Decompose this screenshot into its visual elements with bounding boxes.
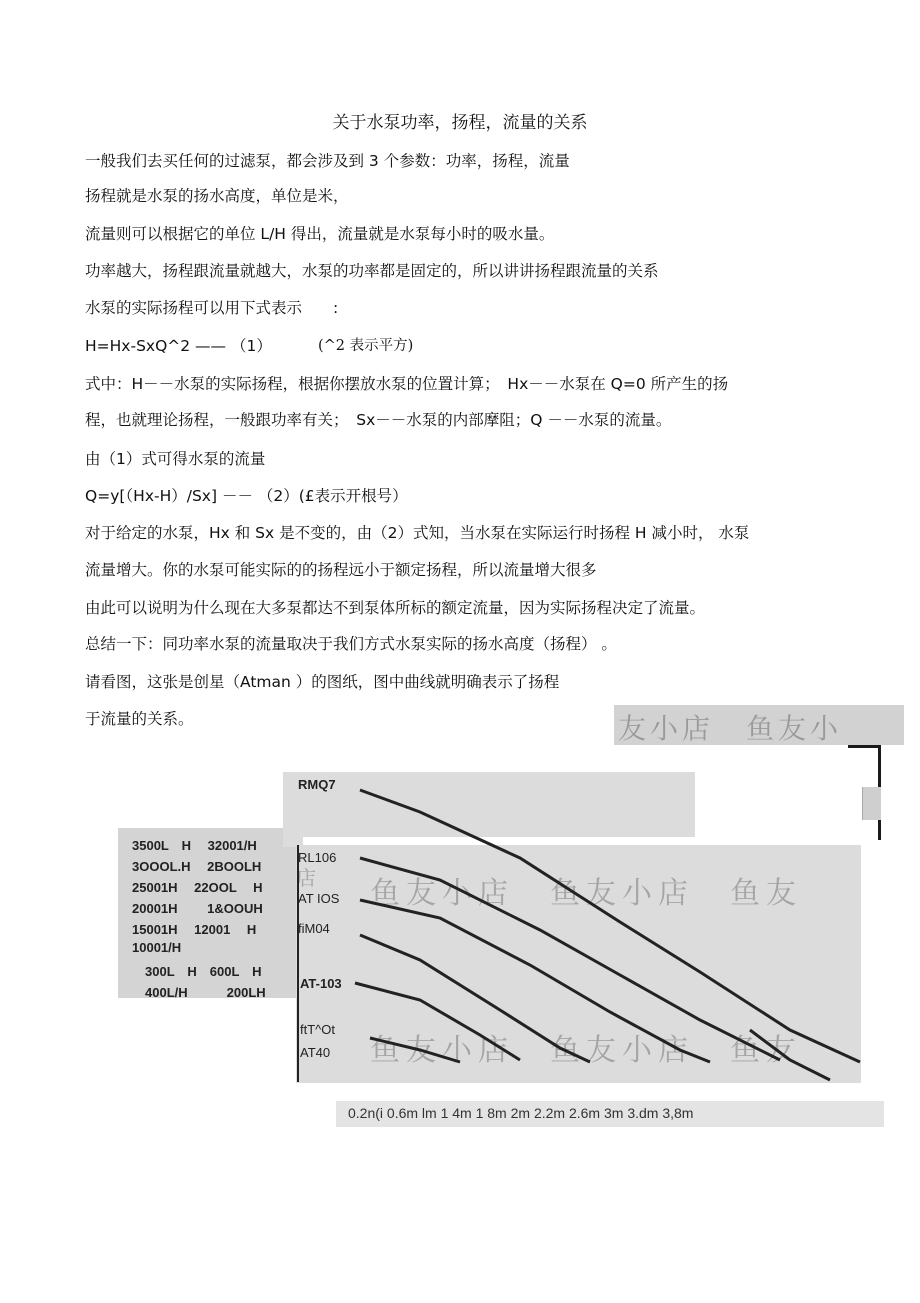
paragraph: 于流量的关系。 [85, 710, 194, 728]
legend-row: 400L/H 200LH [132, 985, 266, 1000]
curve-at103 [355, 983, 520, 1060]
x-axis-labels: 0.2n(i 0.6m lm 1 4m 1 8m 2m 2.2m 2.6m 3m 3.dm 3,8m [348, 1105, 694, 1121]
paragraph: 扬程就是水泵的扬水高度，单位是米， [85, 187, 349, 205]
legend-row: 20001H 1&OOUH [132, 901, 263, 916]
curve-tail [750, 1030, 830, 1080]
legend-row: 15001H 12001 H [132, 922, 257, 937]
paragraph: 由（1）式可得水泵的流量 [85, 450, 266, 468]
paragraph: 总结一下：同功率水泵的流量取决于我们方式水泵实际的扬水高度（扬程） 。 [85, 635, 617, 653]
watermark-text: 鱼友小店 鱼友小店 鱼友 [370, 1033, 802, 1068]
paragraph: 水泵的实际扬程可以用下式表示 : [85, 299, 339, 317]
paragraph: 由此可以说明为什么现在大多泵都达不到泵体所标的额定流量，因为实际扬程决定了流量。 [85, 599, 706, 617]
legend-row: 25001H 22OOL H [132, 880, 263, 895]
paragraph: 功率越大，扬程跟流量就越大，水泵的功率都是固定的，所以讲讲扬程跟流量的关系 [85, 262, 659, 280]
paragraph: 流量增大。你的水泵可能实际的的扬程远小于额定扬程，所以流量增大很多 [85, 561, 597, 579]
curve-label: AT-103 [300, 976, 342, 991]
watermark-text: 店 [296, 866, 322, 890]
curve-label: RL106 [298, 850, 337, 865]
paragraph: 程，也就理论扬程，一般跟功率有关； Sx－－水泵的内部摩阻；Q －－水泵的流量。 [85, 411, 672, 429]
legend-row: 3500L H 32001/H [132, 838, 257, 853]
paragraph: 一般我们去买任何的过滤泵，都会涉及到 3 个参数：功率，扬程，流量 [85, 152, 570, 170]
legend-row: 10001/H [132, 940, 182, 955]
formula-1: H=Hx-SxQ^2 —— （1） [85, 337, 272, 355]
curve-label: RMQ7 [298, 777, 336, 792]
page-title: 关于水泵功率，扬程，流量的关系 [332, 113, 588, 133]
paragraph: 对于给定的水泵，Hx 和 Sx 是不变的，由（2）式知，当水泵在实际运行时扬程 H 减小时， 水泵 [85, 524, 750, 542]
curve-label: fiM04 [298, 921, 330, 936]
curve-label: AT40 [300, 1045, 331, 1060]
curve-label: ftT^Ot [300, 1022, 335, 1037]
curve-rmq7 [360, 790, 860, 1062]
curve-at105 [360, 900, 710, 1062]
curve-at102 [370, 1038, 460, 1062]
paragraph: 请看图，这张是创星（Atman ）的图纸，图中曲线就明确表示了扬程 [85, 673, 560, 691]
legend-row: 300L H 600L H [132, 964, 262, 979]
curve-label: AT IOS [298, 891, 340, 906]
legend-row: 3OOOL.H 2BOOLH [132, 859, 262, 874]
formula-2: Q=y[（Hx-H）/Sx] －－ （2）(£表示开根号） [85, 487, 408, 505]
watermark-text: 友小店 鱼友小 [618, 712, 843, 745]
paragraph: 式中：H－－水泵的实际扬程，根据你摆放水泵的位置计算； Hx－－水泵在 Q=0 所产生的扬 [85, 375, 729, 393]
paragraph: 流量则可以根据它的单位 L/H 得出，流量就是水泵每小时的吸水量。 [85, 225, 555, 243]
watermark-text: 鱼友小店 鱼友小店 鱼友 [370, 876, 802, 911]
x-axis-labels-strip [336, 1101, 884, 1127]
formula-1-note: (^2 表示平方) [318, 338, 414, 354]
